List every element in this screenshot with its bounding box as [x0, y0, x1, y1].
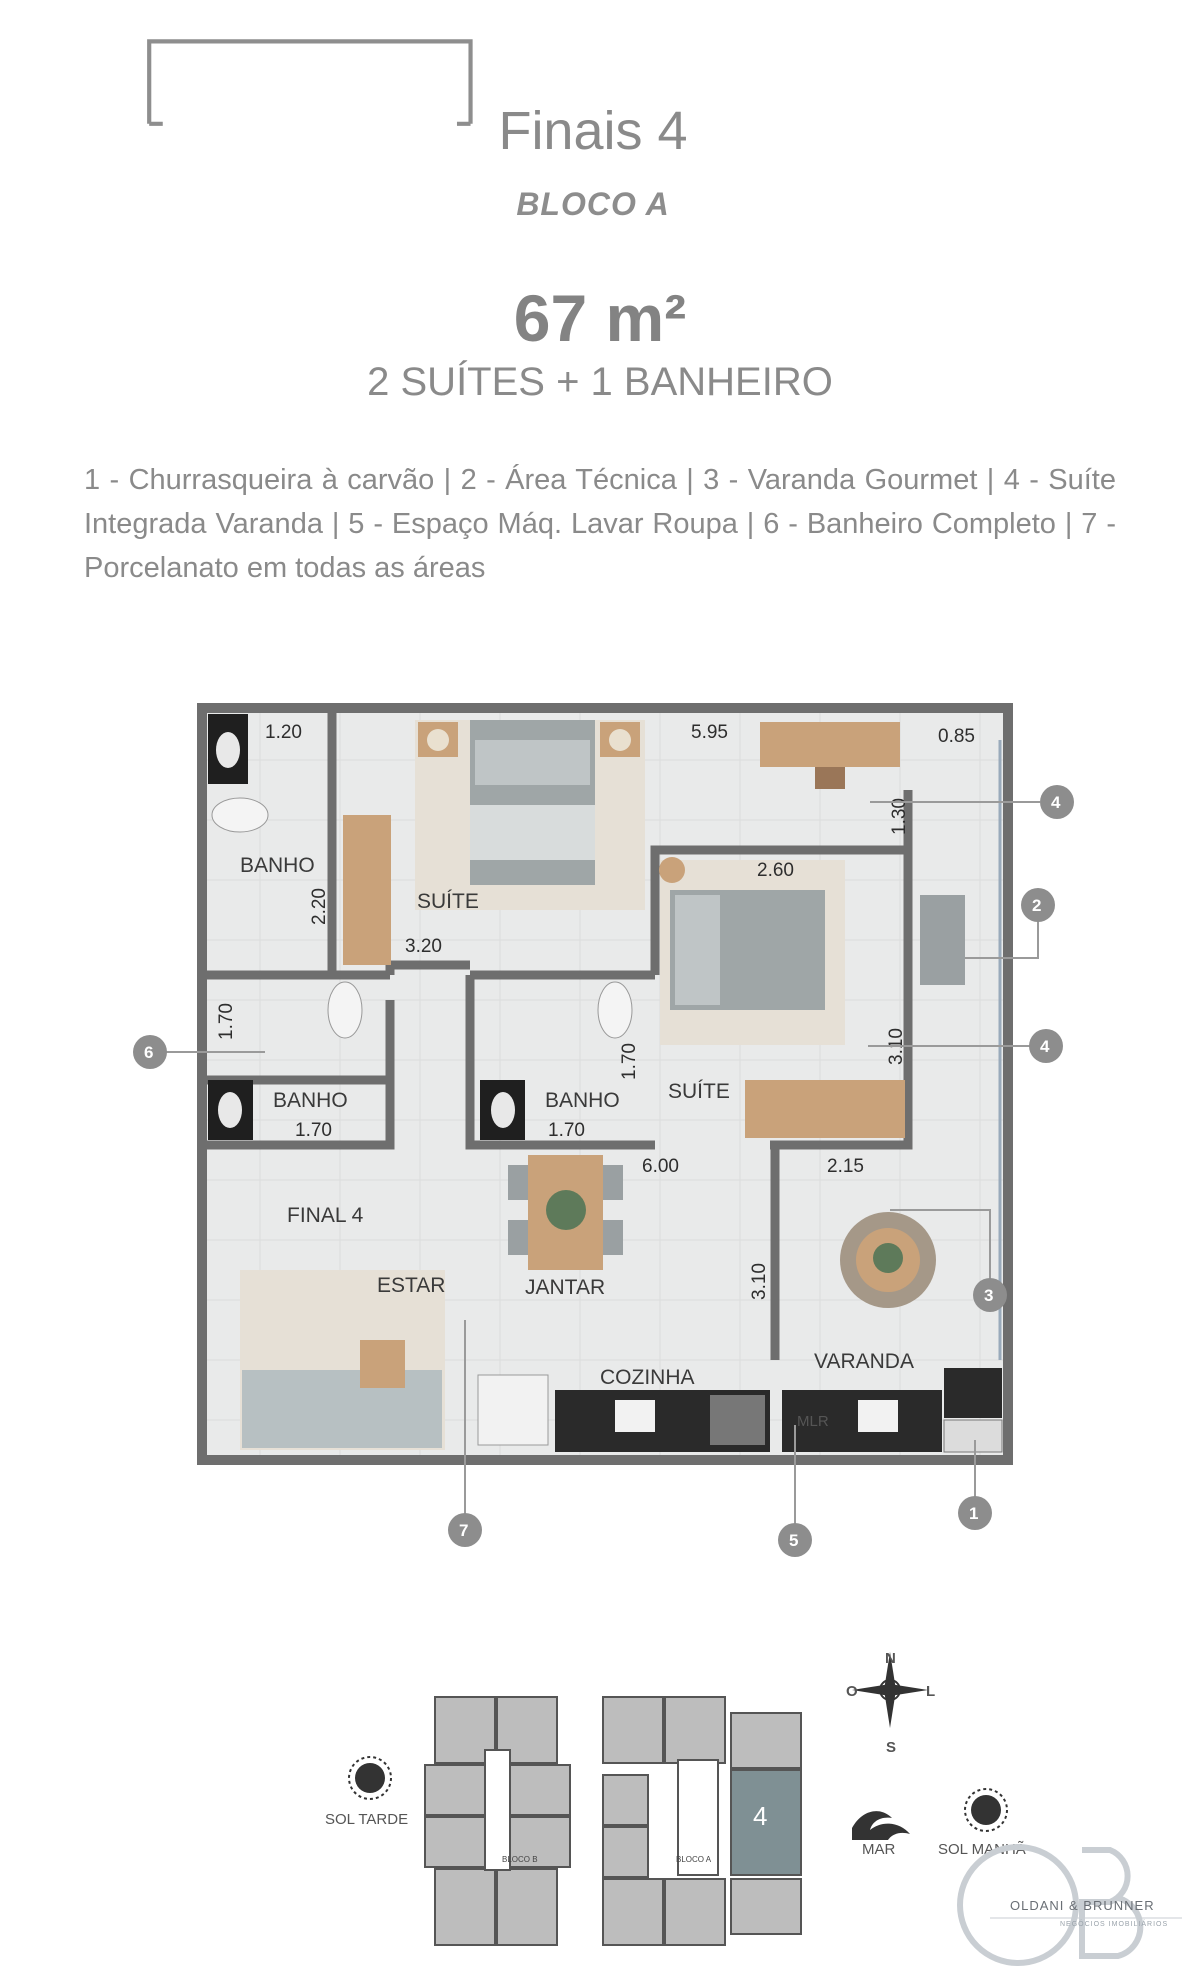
room-label-suite-2: SUÍTE: [668, 1080, 730, 1103]
rooms-label: 2 SUÍTES + 1 BANHEIRO: [367, 360, 833, 404]
dimension-label: 3.20: [405, 936, 442, 957]
room-label-banho-2: BANHO: [273, 1089, 348, 1112]
highlight-unit-number: 4: [753, 1801, 768, 1831]
marker-4-top: [1040, 785, 1074, 819]
room-label-estar: ESTAR: [377, 1274, 446, 1297]
sol-manha-label: SOL MANHÃ: [938, 1841, 1026, 1858]
dimension-label: 1.20: [265, 722, 302, 743]
svg-text:1: 1: [969, 1504, 979, 1523]
room-label-final: FINAL 4: [287, 1204, 364, 1227]
brand-name: OLDANI & BRUNNER: [1010, 1898, 1155, 1913]
sun-morning-icon: [965, 1789, 1007, 1831]
svg-text:3: 3: [984, 1286, 994, 1305]
room-label-banho-1: BANHO: [240, 854, 315, 877]
svg-text:7: 7: [459, 1521, 469, 1540]
room-label-jantar: JANTAR: [525, 1276, 606, 1299]
dimension-label: 0.85: [938, 726, 975, 747]
compass-n: N: [885, 1650, 896, 1667]
dimension-label: 1.70: [548, 1120, 585, 1141]
site-plan-bloco-b: [425, 1697, 570, 1945]
dimension-label: 2.20: [309, 888, 330, 925]
marker-1: [958, 1496, 992, 1530]
technical-area-device: [920, 895, 965, 985]
compass-s: S: [886, 1739, 897, 1756]
barbecue-grill: [944, 1368, 1002, 1418]
room-label-mlr: MLR: [797, 1413, 829, 1430]
marker-2: [1021, 888, 1055, 922]
features-list: 1 - Churrasqueira à carvão | 2 - Área Técnica | 3 - Varanda Gourmet | 4 - Suíte Integrada Varanda | 5 - Espaço Máq. Lavar Roupa | 6 - Banheiro Completo | 7 - Porcelanato em todas as áreas: [84, 464, 1116, 584]
sol-tarde-label: SOL TARDE: [325, 1811, 409, 1828]
sofa: [242, 1370, 442, 1448]
svg-text:4: 4: [1040, 1037, 1050, 1056]
block-label: BLOCO A: [516, 186, 670, 222]
dimension-label: 6.00: [642, 1156, 679, 1177]
dimension-label: 5.95: [691, 722, 728, 743]
marker-7: [448, 1513, 482, 1547]
compass-l: L: [926, 1683, 936, 1700]
marker-6: [133, 1035, 167, 1069]
wardrobe: [343, 815, 391, 965]
svg-text:6: 6: [144, 1043, 154, 1062]
room-label-cozinha: COZINHA: [600, 1366, 695, 1389]
area-label: 67 m²: [513, 281, 687, 355]
svg-text:5: 5: [789, 1531, 799, 1550]
svg-text:4: 4: [1051, 793, 1061, 812]
room-label-banho-3: BANHO: [545, 1089, 620, 1112]
wardrobe-2: [745, 1080, 905, 1138]
marker-5: [778, 1523, 812, 1557]
compass-o: O: [846, 1683, 858, 1700]
dimension-label: 2.15: [827, 1156, 864, 1177]
room-label-varanda: VARANDA: [814, 1350, 914, 1373]
dimension-label: 3.10: [749, 1263, 770, 1300]
sun-afternoon-icon: [349, 1757, 391, 1799]
marker-3: [973, 1278, 1007, 1312]
brand-tagline: NEGÓCIOS IMOBILIÁRIOS: [1060, 1921, 1169, 1928]
bloco-b-label: BLOCO B: [502, 1855, 538, 1864]
svg-text:2: 2: [1032, 896, 1042, 915]
desk: [760, 722, 900, 767]
room-label-suite-1: SUÍTE: [417, 890, 479, 913]
mar-label: MAR: [862, 1841, 896, 1858]
dimension-label: 1.70: [216, 1003, 237, 1040]
bloco-a-label: BLOCO A: [676, 1855, 712, 1864]
unit-title: Finais 4: [498, 101, 688, 161]
dimension-label: 2.60: [757, 860, 794, 881]
dimension-label: 1.70: [619, 1043, 640, 1080]
dimension-label: 1.30: [889, 798, 910, 835]
sea-waves-icon: [852, 1811, 910, 1840]
dimension-label: 1.70: [295, 1120, 332, 1141]
marker-4-mid: [1029, 1029, 1063, 1063]
dimension-label: 3.10: [886, 1028, 907, 1065]
